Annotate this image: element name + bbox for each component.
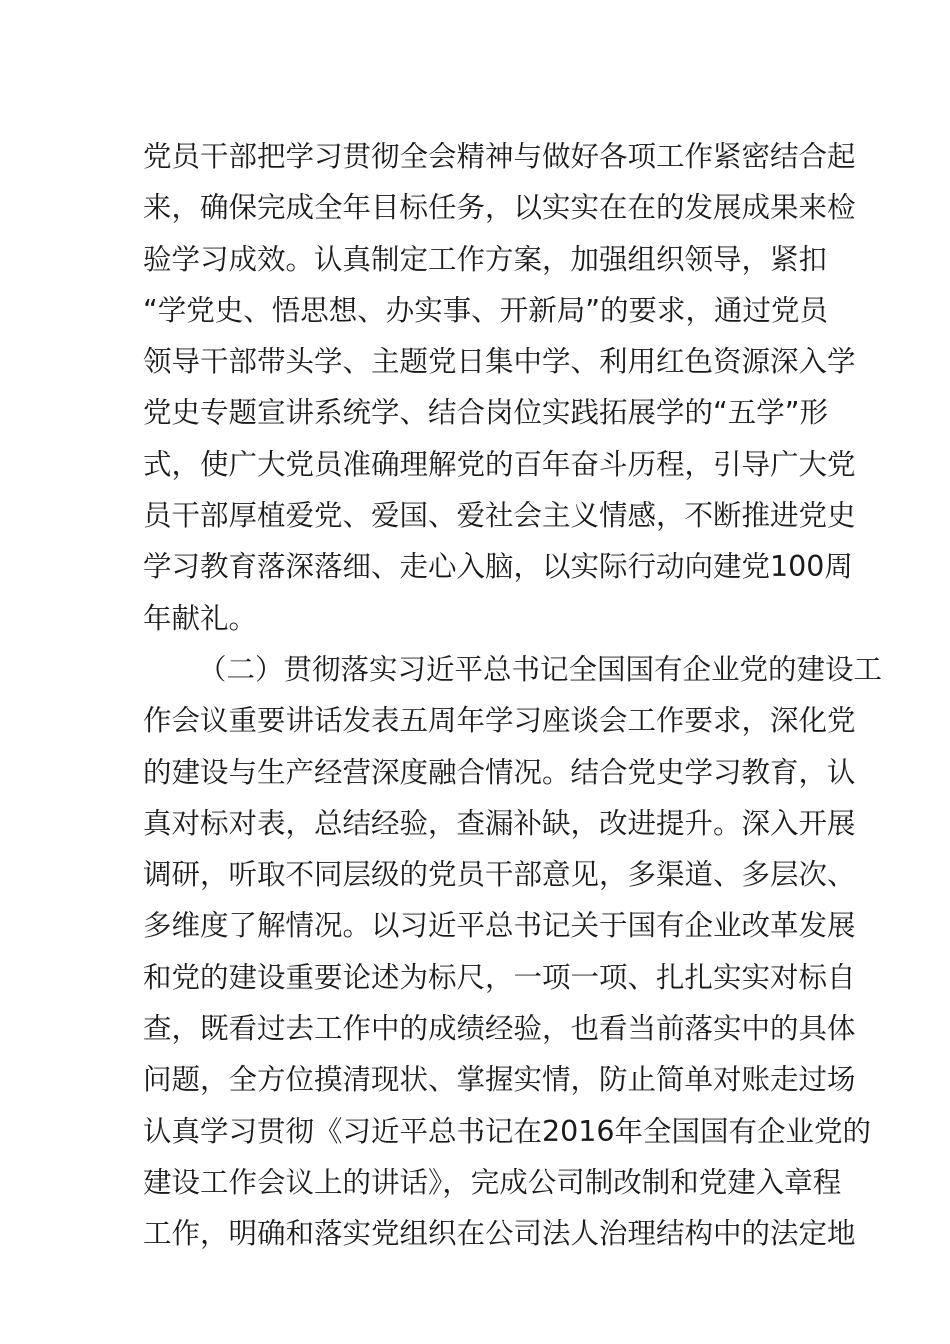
text-line: 式，使广大党员准确理解党的百年奋斗历程，引导广大党	[143, 447, 856, 481]
text-line: 多维度了解情况。以习近平总书记关于国有企业改革发展	[143, 909, 856, 943]
text-line: 学习教育落深落细、走心入脑，以实际行动向建党100周	[143, 550, 853, 584]
paragraph-1	[143, 131, 856, 644]
text-line: 验学习成效。认真制定工作方案，加强组织领导，紧扣	[143, 242, 828, 276]
text-line: 查，既看过去工作中的成绩经验，也看当前落实中的具体	[143, 1012, 856, 1046]
text-line: 认真学习贯彻《习近平总书记在2016年全国国有企业党的	[143, 1114, 872, 1148]
text-line: 建设工作会议上的讲话》，完成公司制改制和党建入章程	[143, 1165, 842, 1199]
text-line: 领导干部带头学、主题党日集中学、利用红色资源深入学	[143, 345, 856, 379]
text-line: 的建设与生产经营深度融合情况。结合党史学习教育，认	[143, 755, 856, 789]
text-line: 作会议重要讲话发表五周年学习座谈会工作要求，深化党	[143, 704, 856, 738]
text-line: 员干部厚植爱党、爱国、爱社会主义情感，不断推进党史	[143, 499, 856, 533]
body-text	[143, 131, 883, 1260]
paragraph-2	[143, 644, 883, 1260]
text-line: 和党的建设重要论述为标尺，一项一项、扎扎实实对标自	[143, 960, 856, 994]
text-line: （二）贯彻落实习近平总书记全国国有企业党的建设工	[198, 652, 883, 686]
text-line: 年献礼。	[143, 601, 258, 635]
text-line: 问题，全方位摸清现状、掌握实情，防止简单对账走过场	[143, 1063, 856, 1097]
text-line: 来，确保完成全年目标任务，以实实在在的发展成果来检	[143, 191, 856, 225]
text-line: 工作，明确和落实党组织在公司法人治理结构中的法定地	[143, 1217, 856, 1251]
text-line: 党员干部把学习贯彻全会精神与做好各项工作紧密结合起	[143, 140, 856, 173]
text-line: “学党史、悟思想、办实事、开新局”的要求，通过党员	[143, 293, 829, 327]
text-line: 真对标对表，总结经验，查漏补缺，改进提升。深入开展	[143, 806, 856, 840]
text-line: 调研，听取不同层级的党员干部意见，多渠道、多层次、	[143, 858, 856, 892]
text-line: 党史专题宣讲系统学、结合岗位实践拓展学的“五学”形	[143, 396, 829, 430]
